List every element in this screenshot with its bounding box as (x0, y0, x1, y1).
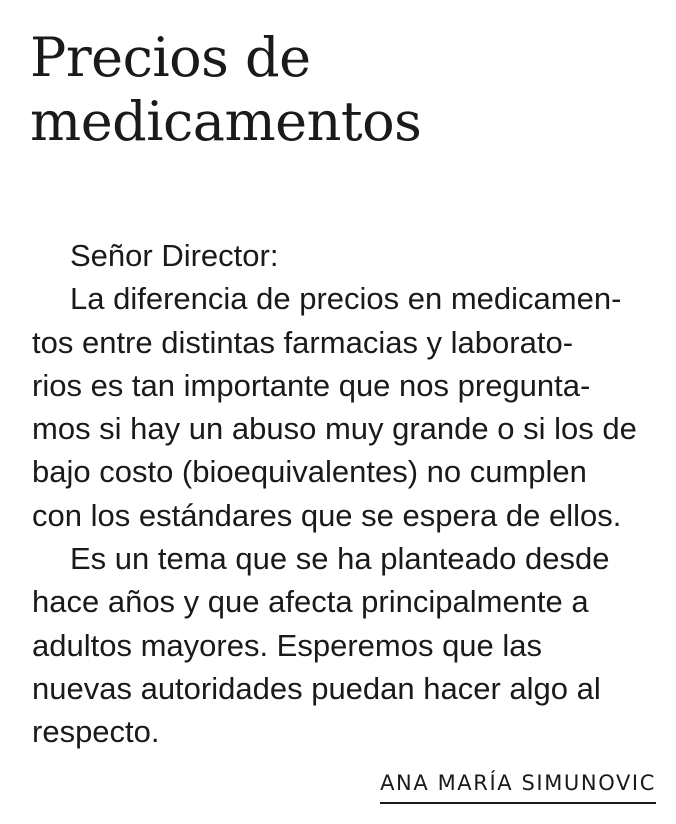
paragraph-1-line: La diferencia de precios en medicamen- (70, 281, 622, 317)
headline (30, 26, 650, 154)
letter-body (32, 234, 652, 754)
headline-line-1: Precios de (30, 26, 311, 89)
salutation: Señor Director: (70, 238, 279, 273)
paragraph-2-line: Es un tema que se ha planteado desde (70, 541, 610, 577)
paragraph-2-line: nuevas autoridades puedan hacer algo al (32, 670, 601, 706)
paragraph-2-line: respecto. (32, 714, 160, 750)
paragraph-2-line: adultos mayores. Esperemos que las (32, 627, 543, 663)
headline-line-2: medicamentos (30, 90, 422, 153)
paragraph-1-line: con los estándares que se espera de ellos. (32, 497, 622, 533)
paragraph-2-line: hace años y que afecta principalmente a (32, 584, 589, 620)
paragraph-1-line: mos si hay un abuso muy grande o si los de (32, 411, 637, 447)
author-signature: ANA MARÍA SIMUNOVIC (380, 768, 656, 804)
paragraph-1-line: bajo costo (bioequivalentes) no cumplen (32, 454, 587, 490)
paragraph-1-line: rios es tan importante que nos pregunta- (32, 367, 591, 403)
paragraph-1-line: tos entre distintas farmacias y laborato- (32, 324, 574, 360)
